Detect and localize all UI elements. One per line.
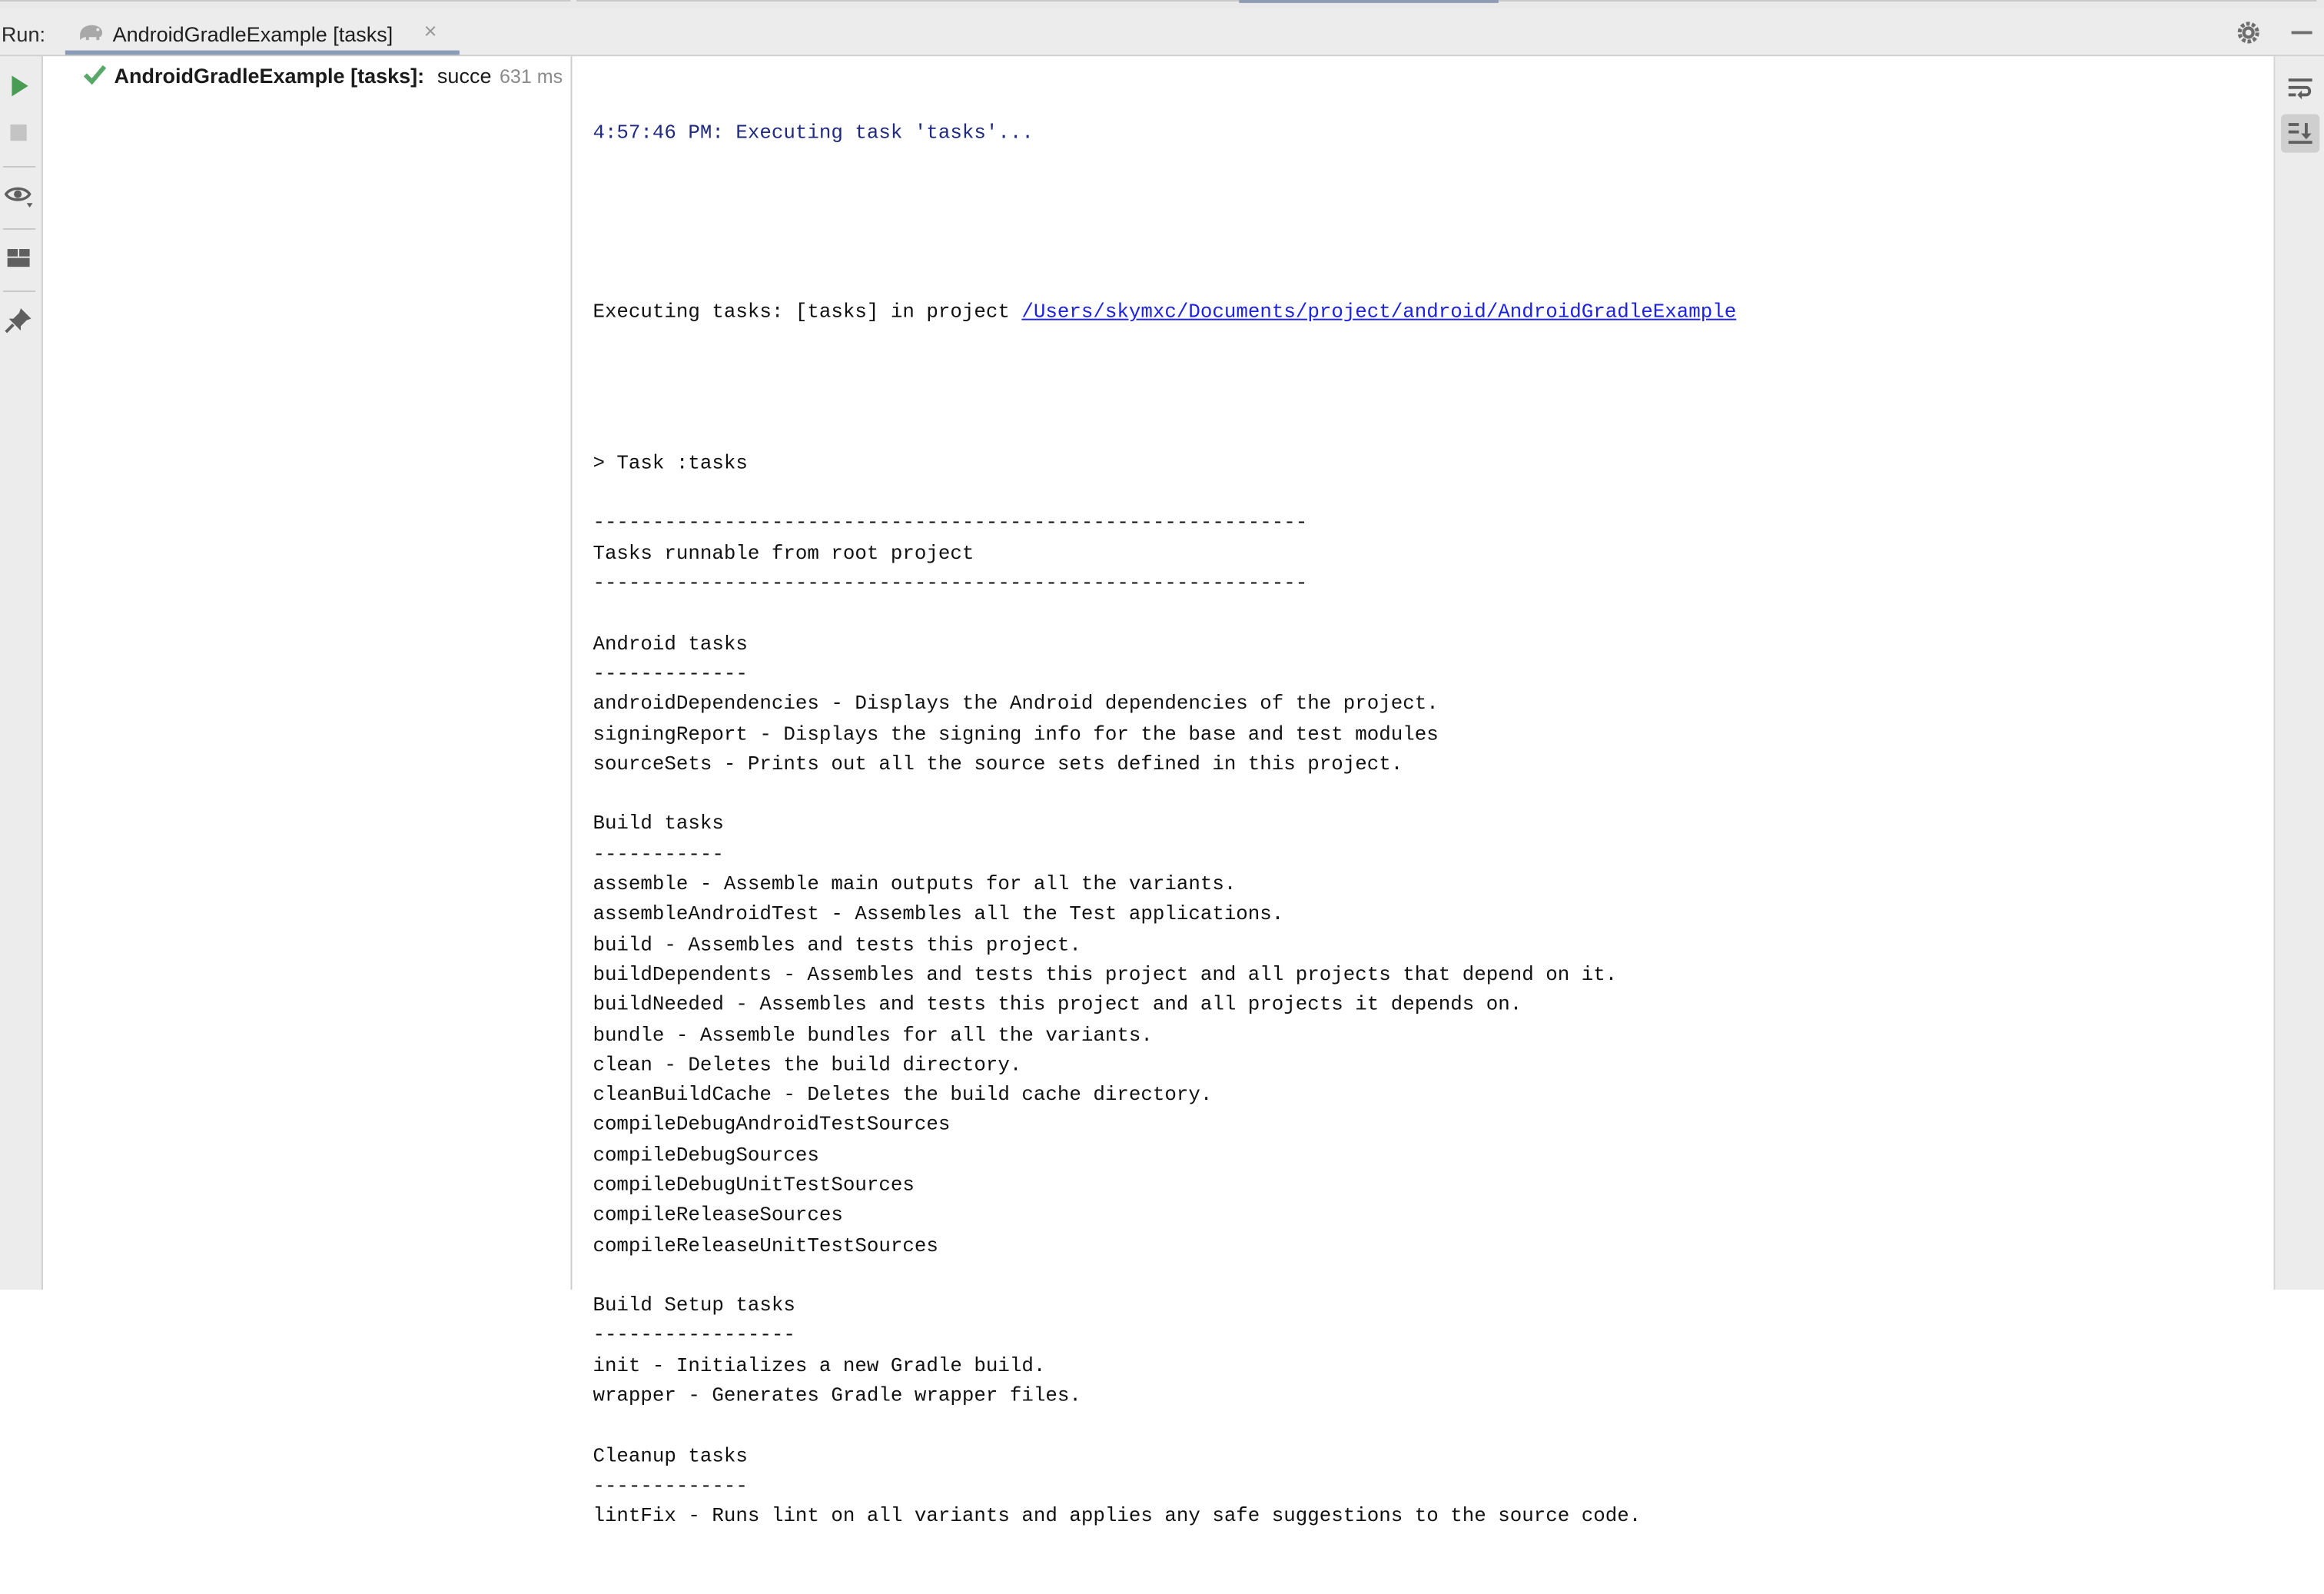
console-line: androidDependencies - Displays the Android dependencies of the project. bbox=[593, 694, 1439, 717]
console-line: Tasks runnable from root project bbox=[593, 543, 974, 566]
close-tab-icon[interactable]: × bbox=[423, 19, 437, 45]
tab-strip-border bbox=[0, 0, 571, 2]
tree-row-task-result[interactable] bbox=[43, 56, 571, 95]
console-body bbox=[593, 390, 2273, 1534]
console-line: wrapper - Generates Gradle wrapper files. bbox=[593, 1386, 1081, 1409]
tree-task-status: succe bbox=[437, 63, 492, 88]
scroll-to-end-icon bbox=[2287, 120, 2314, 147]
console-line: compileDebugSources bbox=[593, 1145, 819, 1168]
console-line: Build Setup tasks bbox=[593, 1296, 795, 1318]
console-line: ------------------------------------------------------------ bbox=[593, 573, 1308, 596]
toolbar-separator bbox=[3, 291, 35, 292]
console-line bbox=[593, 601, 2273, 631]
active-editor-tab-indicator bbox=[1239, 0, 1499, 3]
console-line bbox=[593, 390, 2273, 420]
gradle-elephant-icon bbox=[77, 22, 104, 42]
console-line: > Task :tasks bbox=[593, 453, 748, 476]
soft-wrap-button[interactable] bbox=[2281, 68, 2319, 107]
console-line: buildNeeded - Assembles and tests this project and all projects it depends on. bbox=[593, 995, 1522, 1018]
console-line: compileDebugUnitTestSources bbox=[593, 1175, 915, 1198]
console-output[interactable] bbox=[573, 56, 2273, 1529]
console-line: ----------- bbox=[593, 844, 724, 867]
console-line: bundle - Assemble bundles for all the variants. bbox=[593, 1024, 1153, 1048]
console-line: clean - Deletes the build directory. bbox=[593, 1054, 1022, 1078]
console-line: lintFix - Runs lint on all variants and applies any safe suggestions to the source code. bbox=[593, 1506, 1642, 1529]
console-line: ------------- bbox=[593, 663, 748, 686]
tree-task-name: AndroidGradleExample [tasks]: bbox=[114, 63, 425, 88]
eye-icon[interactable] bbox=[5, 181, 35, 211]
stop-icon[interactable] bbox=[5, 118, 35, 148]
toolbar-separator bbox=[3, 166, 35, 168]
console-line: cleanBuildCache - Deletes the build cache directory. bbox=[593, 1084, 1213, 1107]
console-line bbox=[593, 420, 2273, 450]
console-line: compileDebugAndroidTestSources bbox=[593, 1115, 951, 1138]
scroll-to-end-button[interactable] bbox=[2281, 115, 2319, 153]
gear-icon[interactable] bbox=[2235, 19, 2262, 46]
console-executing-prefix: Executing tasks: [tasks] in project bbox=[593, 303, 1022, 326]
console-line bbox=[593, 1413, 2273, 1443]
console-line: Build tasks bbox=[593, 814, 724, 837]
layout-icon[interactable] bbox=[5, 243, 35, 273]
run-label: Run: bbox=[1, 22, 45, 46]
project-path-link[interactable]: /Users/skymxc/Documents/project/android/AndroidGradleExample bbox=[1021, 303, 1737, 326]
console-line: ----------------- bbox=[593, 1326, 795, 1349]
tab-android-gradle-example-tasks[interactable] bbox=[65, 9, 460, 55]
play-icon[interactable] bbox=[5, 71, 35, 101]
console-lines bbox=[593, 59, 2273, 1593]
console-line: assemble - Assemble main outputs for all the variants. bbox=[593, 874, 1237, 897]
console-line: Cleanup tasks bbox=[593, 1446, 748, 1469]
console-line: compileReleaseSources bbox=[593, 1205, 843, 1228]
pin-icon[interactable] bbox=[5, 305, 35, 335]
console-line bbox=[593, 210, 2273, 240]
tab-title: AndroidGradleExample [tasks] bbox=[112, 22, 393, 46]
run-left-toolbar bbox=[0, 56, 43, 1290]
console-line: compileReleaseUnitTestSources bbox=[593, 1235, 938, 1258]
toolbar-separator bbox=[3, 228, 35, 230]
console-line: signingReport - Displays the signing info for the base and test modules bbox=[593, 724, 1439, 747]
console-line: Android tasks bbox=[593, 633, 748, 656]
console-executing-line bbox=[593, 300, 2273, 330]
console-line: ------------------------------------------------------------ bbox=[593, 513, 1308, 536]
console-line: buildDependents - Assembles and tests this project and all projects that depend on it. bbox=[593, 965, 1618, 988]
console-line bbox=[593, 480, 2273, 510]
console-line: ------------- bbox=[593, 1476, 748, 1499]
console-line: assembleAndroidTest - Assembles all the Test applications. bbox=[593, 905, 1284, 928]
tree-task-duration: 631 ms bbox=[499, 65, 563, 88]
console-line: sourceSets - Prints out all the source sets defined in this project. bbox=[593, 754, 1403, 777]
console-line bbox=[593, 782, 2273, 812]
checkmark-icon bbox=[83, 64, 107, 85]
run-right-toolbar bbox=[2273, 56, 2324, 1290]
soft-wrap-icon bbox=[2287, 74, 2314, 101]
run-tree-panel bbox=[43, 56, 573, 1290]
console-line: init - Initializes a new Gradle build. bbox=[593, 1356, 1046, 1379]
editor-tab-strip-edge bbox=[0, 0, 2324, 9]
console-line bbox=[593, 1263, 2273, 1293]
run-toolwindow-header bbox=[0, 9, 2324, 57]
console-timestamp-line: 4:57:46 PM: Executing task 'tasks'... bbox=[593, 122, 1034, 145]
console-line: build - Assembles and tests this project. bbox=[593, 935, 1081, 958]
minimize-icon[interactable] bbox=[2289, 19, 2316, 46]
